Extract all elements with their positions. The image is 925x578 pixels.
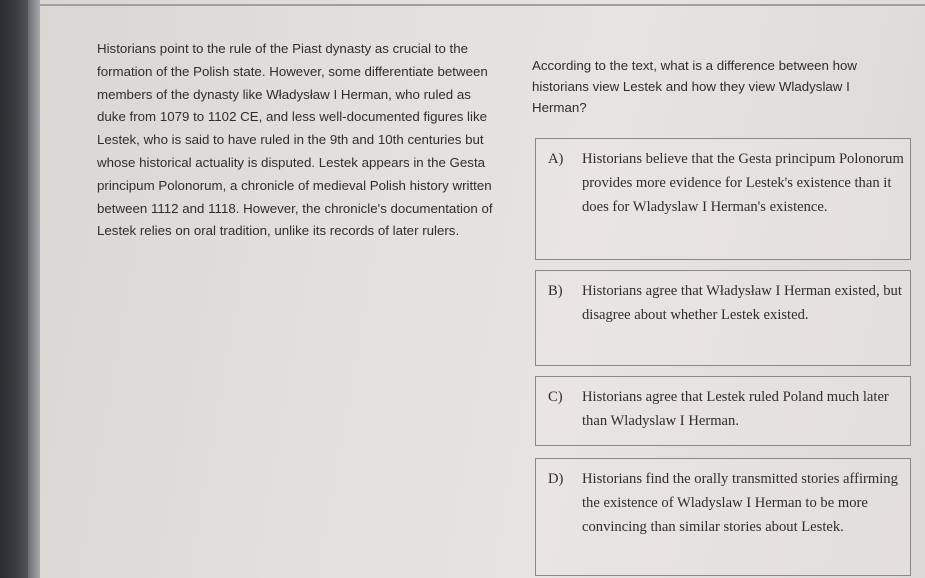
option-text: Historians agree that Lestek ruled Poland much later than Wladyslaw I Herman. (582, 389, 889, 429)
answer-option-b[interactable] (535, 270, 911, 366)
answer-option-c[interactable] (535, 376, 911, 446)
option-letter: D) (548, 471, 564, 487)
answer-option-a[interactable] (535, 138, 911, 260)
monitor-bezel-edge (28, 0, 40, 578)
option-text: Historians believe that the Gesta principum Polonorum provides more evidence for Lestek's existence than it does for Wladyslaw I Herman's existence. (582, 151, 904, 215)
option-letter: B) (548, 283, 563, 299)
reading-passage: Historians point to the rule of the Piast dynasty as crucial to the formation of the Polish state. However, some differentiate between members of the dynasty like Władysław I Herman, who ruled as duke from 1079 to 1102 CE, and less well-documented figures like Lestek, who is said to have ruled in the 9th and 10th centuries but whose historical actuality is disputed. Lestek appears in the Gesta principum Polonorum, a chronicle of medieval Polish history written between 1112 and 1118. However, the chronicle's documentation of Lestek relies on oral tradition, unlike its records of later rulers. (97, 41, 493, 239)
answer-option-d[interactable] (535, 458, 911, 576)
option-text: Historians find the orally transmitted stories affirming the existence of Wladyslaw I Herman to be more convincing than similar stories about Lestek. (582, 471, 898, 535)
option-text: Historians agree that Władysław I Herman existed, but disagree about whether Lestek existed. (582, 283, 902, 323)
option-letter: C) (548, 389, 563, 405)
monitor-bezel (0, 0, 28, 578)
question-stem: According to the text, what is a difference between how historians view Lestek and how they view Wladyslaw I Herman? (532, 58, 857, 115)
option-letter: A) (548, 151, 564, 167)
top-divider (40, 4, 925, 6)
